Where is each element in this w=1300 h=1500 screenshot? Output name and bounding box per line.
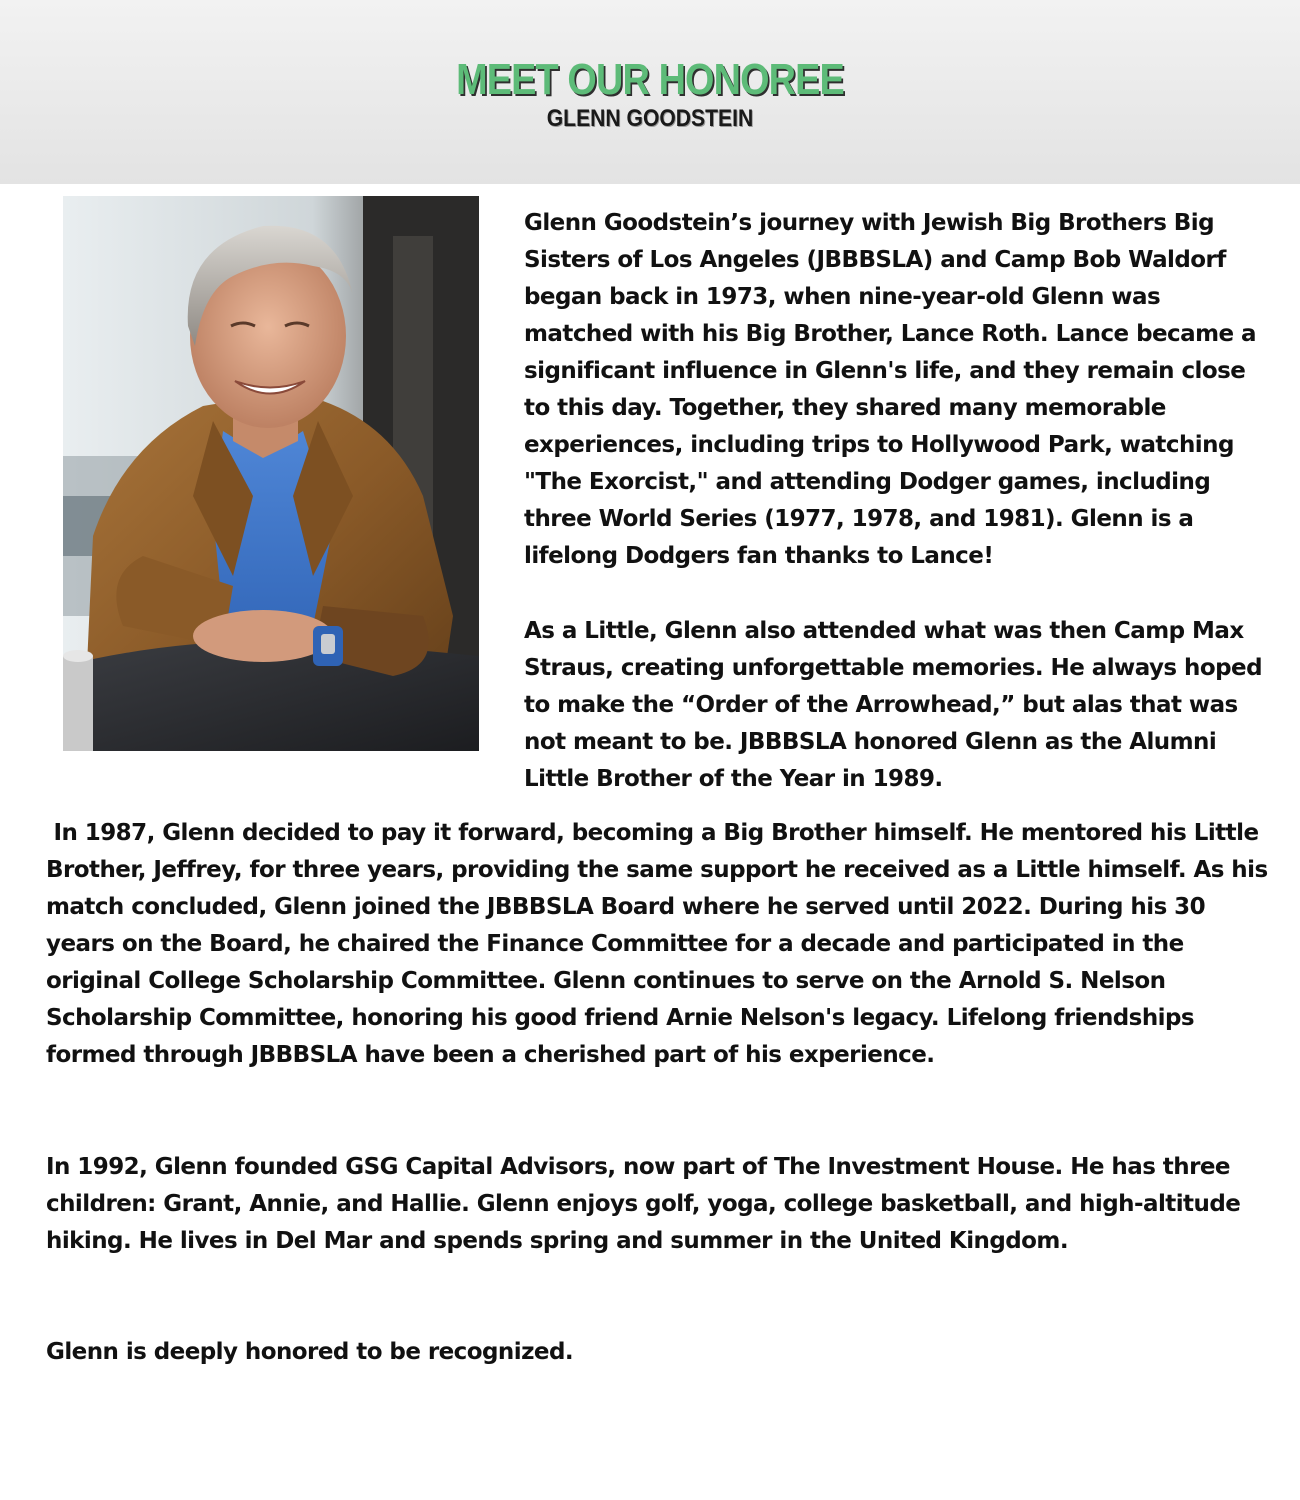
bio-paragraph-1: Glenn Goodstein’s journey with Jewish Big Brothers Big Sisters of Los Angeles (JBBBSLA) and Camp Bob Waldorf began back in 1973, when nine-year-old Glenn was matched with his Big Brother, Lance Roth. Lance became a significant influence in Glenn's life, and they remain close to this day. Together, they shared many memorable experiences, including trips to Hollywood Park, watching "The Exorcist," and attending Dodger games, including three World Series (1977, 1978, and 1981). Glenn is a lifelong Dodgers fan thanks to Lance! <box>524 210 1256 569</box>
honoree-portrait <box>63 196 479 751</box>
bio-paragraph-4: In 1992, Glenn founded GSG Capital Advisors, now part of The Investment House. He has three children: Grant, Annie, and Hallie. Glenn enjoys golf, yoga, college basketball, and high-altitude hiking. He lives in Del Mar and spends spring and summer in the United Kingdom. <box>46 1154 1241 1254</box>
bio-paragraph-3: In 1987, Glenn decided to pay it forward, becoming a Big Brother himself. He mentored his Little Brother, Jeffrey, for three years, providing the same support he received as a Little himself. As his match concluded, Glenn joined the JBBBSLA Board where he served until 2022. During his 30 years on the Board, he chaired the Finance Committee for a decade and participated in the original College Scholarship Committee. Glenn continues to serve on the Arnold S. Nelson Scholarship Committee, honoring his good friend Arnie Nelson's legacy. Lifelong friendships formed through JBBBSLA have been a cherished part of his experience. <box>46 820 1276 1068</box>
honoree-name: GLENN GOODSTEIN <box>546 105 754 132</box>
page-title: MEET OUR HONOREE <box>456 55 844 104</box>
bio-paragraph-5: Glenn is deeply honored to be recognized. <box>46 1339 574 1365</box>
person-photo-icon <box>63 196 479 751</box>
bio-paragraph-2: As a Little, Glenn also attended what was then Camp Max Straus, creating unforgettable memories. He always hoped to make the “Order of the Arrowhead,” but alas that was not meant to be. JBBBSLA honored Glenn as the Alumni Little Brother of the Year in 1989. <box>524 618 1262 792</box>
